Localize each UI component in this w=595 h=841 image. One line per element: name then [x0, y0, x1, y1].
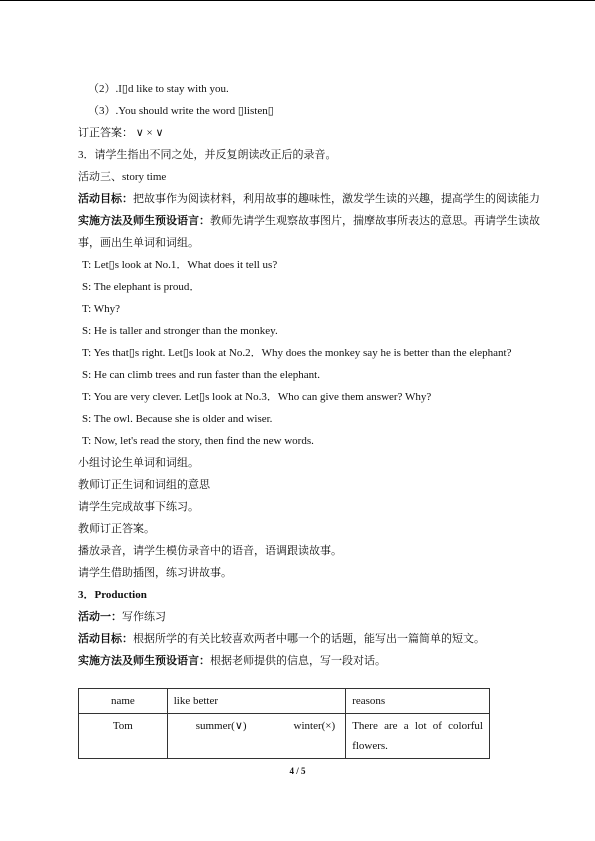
method-line	[78, 650, 540, 672]
method-text: 教师先请学生观察故事图片，揣摩故事所表达的意思。再请学生读故事，画出生单词和词组。	[78, 215, 540, 249]
cell-name: Tom	[79, 714, 168, 759]
text-line: 教师订正答案。	[78, 523, 155, 535]
activity1-label: 活动一：	[78, 611, 122, 623]
summer-choice: summer(∨)	[195, 720, 247, 732]
winter-choice: winter(×)	[293, 720, 336, 732]
text-line: 请学生借助插图，练习讲故事。	[78, 567, 232, 579]
activity1-text: 写作练习	[122, 611, 166, 623]
header-name: name	[79, 689, 168, 714]
document-body	[78, 78, 540, 672]
cell-like-better	[167, 714, 345, 759]
header-reasons: reasons	[346, 689, 490, 714]
goal-label: 活动目标：	[78, 193, 133, 205]
goal-text: 把故事作为阅读材料，利用故事的趣味性，激发学生读的兴趣，提高学生的阅读能力	[133, 193, 540, 205]
text-line: 小组讨论生单词和词组。	[78, 457, 199, 469]
method-label: 实施方法及师生预设语言：	[78, 215, 210, 227]
text-line: 播放录音，请学生模仿录音中的语音，语调跟读故事。	[78, 545, 342, 557]
text-line: 订正答案： ∨ × ∨	[78, 127, 164, 139]
method-text: 根据老师提供的信息，写一段对话。	[210, 655, 386, 667]
activity-one-line	[78, 606, 540, 628]
dialogue-line: S: He can climb trees and run faster than the elephant.	[82, 369, 320, 381]
top-border-line	[0, 0, 595, 1]
dialogue-line: T: Now, let's read the story, then find the new words.	[82, 435, 314, 447]
dialogue-line: S: The elephant is proud．	[82, 281, 201, 293]
dialogue-line: T: Let▯s look at No.1．What does it tell us?	[82, 259, 278, 271]
activity-goal-paragraph	[78, 188, 540, 210]
goal-text: 根据所学的有关比较喜欢两者中哪一个的话题，能写出一篇简单的短文。	[133, 633, 485, 645]
cell-reason: There are a lot of colorful flowers.	[346, 714, 490, 759]
table-header-row	[79, 689, 490, 714]
text-line: 请学生完成故事下练习。	[78, 501, 199, 513]
dialogue-line: T: You are very clever. Let▯s look at No.3．Who can give them answer? Why?	[82, 391, 432, 403]
text-line: （3）.You should write the word ▯listen▯	[88, 105, 274, 117]
dialogue-line: S: He is taller and stronger than the monkey.	[82, 325, 278, 337]
table-row	[79, 714, 490, 759]
dialogue-line: T: Why?	[82, 303, 121, 315]
section-heading: 3．Production	[78, 589, 147, 601]
dialogue-line: T: Yes that▯s right. Let▯s look at No.2．Why does the monkey say he is better than the elephant?	[82, 347, 512, 359]
page-number: 4 / 5	[289, 766, 306, 776]
header-like-better: like better	[167, 689, 345, 714]
text-line: 教师订正生词和词组的意思	[78, 479, 210, 491]
activity-goal-line	[78, 628, 540, 650]
info-table	[78, 688, 490, 759]
goal-label: 活动目标：	[78, 633, 133, 645]
method-paragraph	[78, 210, 540, 254]
text-line: 活动三、story time	[78, 171, 167, 183]
text-line: 3．请学生指出不同之处，并反复朗读改正后的录音。	[78, 149, 337, 161]
text-line: （2）.I▯d like to stay with you.	[88, 83, 229, 95]
method-label: 实施方法及师生预设语言：	[78, 655, 210, 667]
dialogue-line: S: The owl. Because she is older and wiser.	[82, 413, 273, 425]
